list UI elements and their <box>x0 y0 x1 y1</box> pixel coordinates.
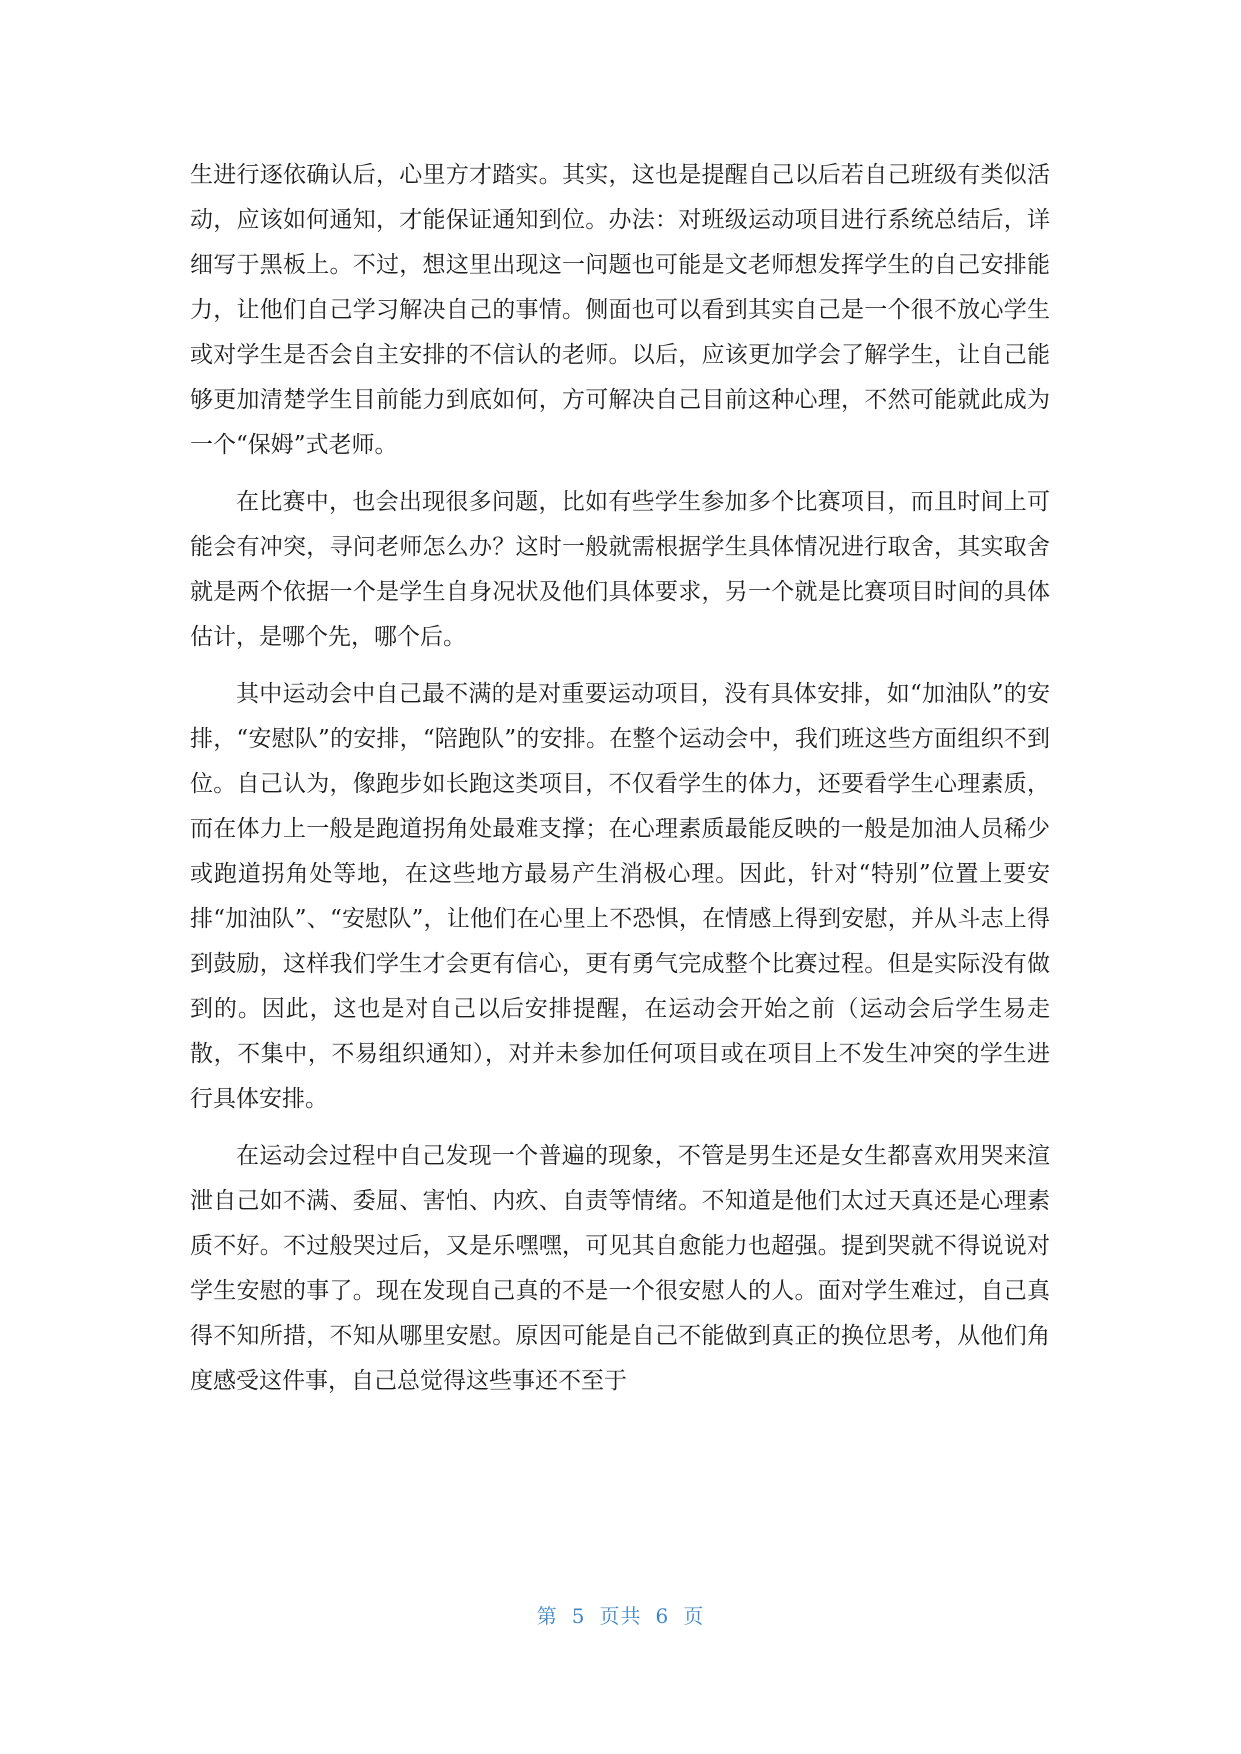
footer-total-pages: 6 <box>655 1604 670 1628</box>
paragraph-2: 在比赛中，也会出现很多问题，比如有些学生参加多个比赛项目，而且时间上可能会有冲突，寻问老师怎么办？这时一般就需根据学生具体情况进行取舍，其实取舍就是两个依据一个是学生自身况状及他们具体要求，另一个就是比赛项目时间的具体估计，是哪个先，哪个后。 <box>190 489 1050 650</box>
page-footer <box>0 1600 1241 1629</box>
paragraph-4: 在运动会过程中自己发现一个普遍的现象，不管是男生还是女生都喜欢用哭来渲泄自己如不满、委屈、害怕、内疚、自责等情绪。不知道是他们太过天真还是心理素质不好。不过般哭过后，又是乐嘿嘿，可见其自愈能力也超强。提到哭就不得说说对学生安慰的事了。现在发现自己真的不是一个很安慰人的人。面对学生难过，自己真得不知所措，不知从哪里安慰。原因可能是自己不能做到真正的换位思考，从他们角度感受这件事，自己总觉得这些事还不至于 <box>190 1143 1050 1394</box>
paragraph-3: 其中运动会中自己最不满的是对重要运动项目，没有具体安排，如“加油队”的安排，“安慰队”的安排，“陪跑队”的安排。在整个运动会中，我们班这些方面组织不到位。自己认为，像跑步如长跑这类项目，不仅看学生的体力，还要看学生心理素质，而在体力上一般是跑道拐角处最难支撑；在心理素质最能反映的一般是加油人员稀少或跑道拐角处等地，在这些地方最易产生消极心理。因此，针对“特别”位置上要安排“加油队”、“安慰队”，让他们在心里上不恐惧，在情感上得到安慰，并从斗志上得到鼓励，这样我们学生才会更有信心，更有勇气完成整个比赛过程。但是实际没有做到的。因此，这也是对自己以后安排提醒，在运动会开始之前（运动会后学生易走散，不集中，不易组织通知），对并未参加任何项目或在项目上不发生冲突的学生进行具体安排。 <box>190 681 1050 1112</box>
footer-prefix: 第 <box>536 1604 558 1628</box>
footer-current-page: 5 <box>571 1604 586 1628</box>
document-body <box>190 153 1050 1416</box>
paragraph-1: 生进行逐依确认后，心里方才踏实。其实，这也是提醒自己以后若自己班级有类似活动，应该如何通知，才能保证通知到位。办法：对班级运动项目进行系统总结后，详细写于黑板上。不过，想这里出现这一问题也可能是文老师想发挥学生的自己安排能力，让他们自己学习解决自己的事情。侧面也可以看到其实自己是一个很不放心学生或对学生是否会自主安排的不信认的老师。以后，应该更加学会了解学生，让自己能够更加清楚学生目前能力到底如何，方可解决自己目前这种心理，不然可能就此成为一个“保姆”式老师。 <box>190 162 1050 458</box>
footer-middle: 页共 <box>599 1604 642 1628</box>
footer-suffix: 页 <box>683 1604 705 1628</box>
